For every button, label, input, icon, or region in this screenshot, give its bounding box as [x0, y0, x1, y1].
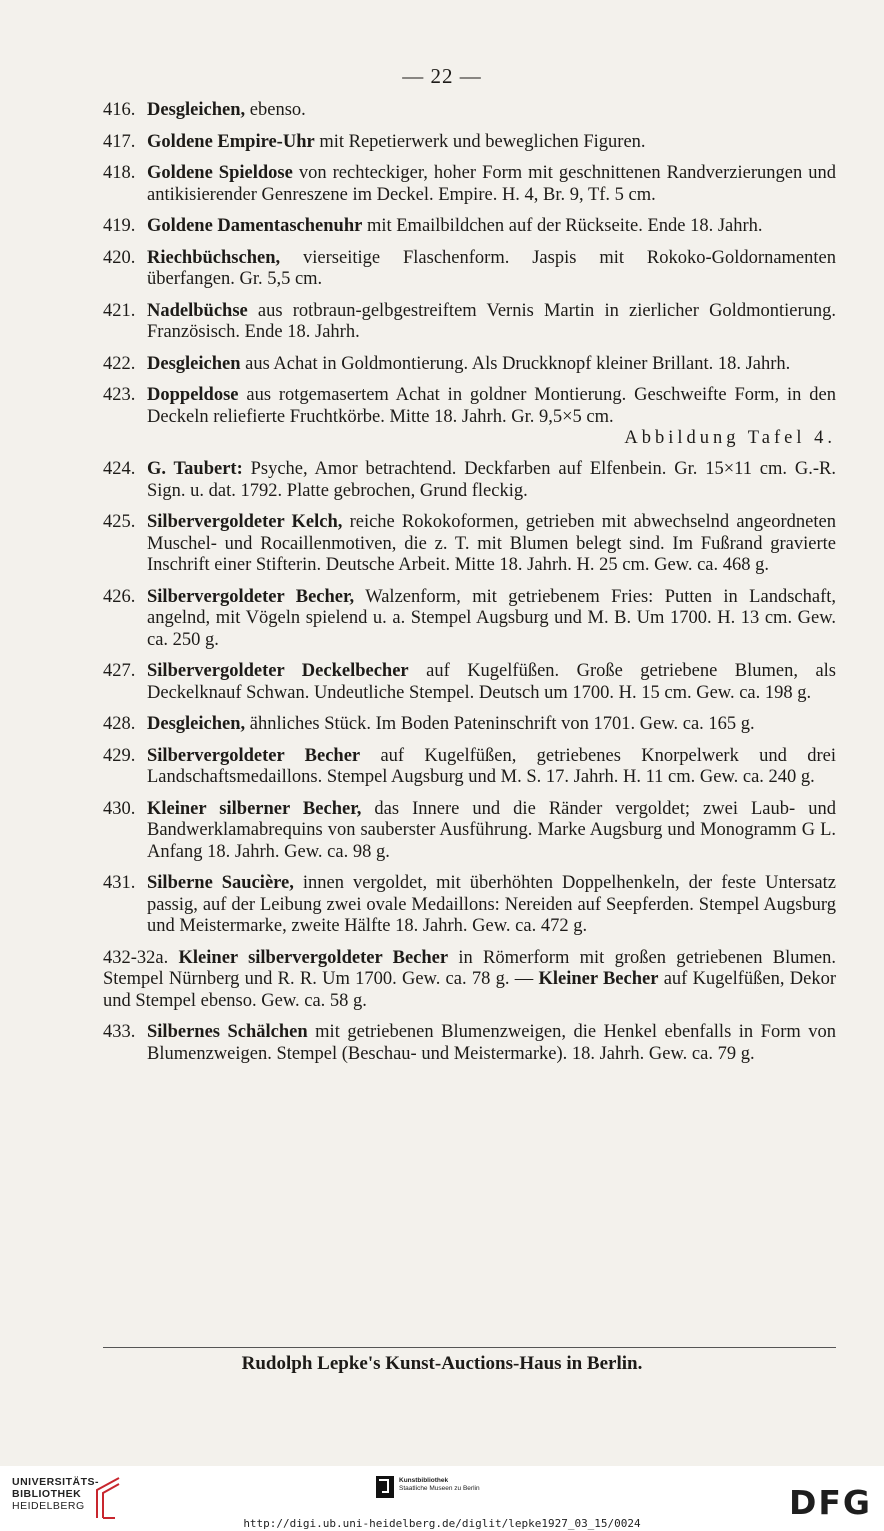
- entry-text: von rechteckiger, hoher Form mit geschnittenen Randverzierungen und antikisierender Genreszene im Deckel. Empire. H. 4, Br. 9, Tf. 5 cm.: [147, 163, 836, 205]
- entry-number: 424.: [103, 459, 136, 479]
- entry-number: 420.: [103, 247, 136, 268]
- entry-number: 432-32a.: [103, 947, 169, 968]
- entry-text: mit getriebenen Blumenzweigen, die Henkel ebenfalls in Form von Blumenzweigen. Stempel (Beschau- und Meistermarke). 18. Jahrh. Gew. ca. 79 g.: [147, 1022, 836, 1064]
- entry-number: 418.: [103, 163, 136, 183]
- entry-number: 421.: [103, 300, 136, 321]
- entry-title: Kleiner silberner Becher,: [147, 798, 362, 819]
- entry-number: 416.: [103, 100, 136, 120]
- entry-title: Silbervergoldeter Kelch,: [147, 512, 343, 532]
- entry-426: [103, 587, 836, 652]
- entry-424: [103, 459, 836, 502]
- entry-number: 417.: [103, 131, 136, 152]
- entry-text: aus rotbraun-gelbgestreiftem Vernis Martin in zierlicher Goldmontierung. Französisch. Ende 18. Jahrh.: [147, 300, 836, 342]
- kunstbibliothek-logo[interactable]: [376, 1476, 480, 1498]
- entry-title: Doppeldose: [147, 385, 239, 405]
- entry-416: [103, 100, 836, 122]
- entry-title: Desgleichen,: [147, 100, 246, 120]
- entry-text: aus Achat in Goldmontierung. Als Druckknopf kleiner Brillant. 18. Jahrh.: [240, 353, 791, 374]
- footer-rule: [103, 1347, 836, 1348]
- kb-subtitle: Staatliche Museen zu Berlin: [399, 1485, 480, 1492]
- entry-text: ähnliches Stück. Im Boden Pateninschrift von 1701. Gew. ca. 165 g.: [245, 714, 755, 734]
- entry-title: Goldene Damentaschenuhr: [147, 216, 363, 236]
- permalink-url[interactable]: http://digi.ub.uni-heidelberg.de/diglit/lepke1927_03_15/0024: [243, 1517, 641, 1530]
- entry-title: Kleiner silbervergoldeter Becher: [178, 947, 449, 968]
- entry-title: Nadelbüchse: [147, 300, 248, 321]
- entry-text: vierseitige Flaschenform. Jaspis mit Rokoko-Goldornamenten überfangen. Gr. 5,5 cm.: [147, 247, 836, 289]
- entry-number: 419.: [103, 216, 136, 236]
- entry-title: Silbernes Schälchen: [147, 1022, 308, 1042]
- plate-caption: Abbildung Tafel 4.: [624, 428, 836, 448]
- entry-419: [103, 216, 836, 238]
- kb-title: Kunstbibliothek: [399, 1477, 449, 1484]
- entry-432: [103, 948, 836, 1013]
- entry-title: Desgleichen: [147, 353, 241, 374]
- entry-430: [103, 799, 836, 864]
- kunstbibliothek-icon: [376, 1476, 394, 1498]
- entry-text-secondary: auf Kugelfüßen, Dekor und Stempel ebenso. Gew. ca. 58 g.: [103, 969, 837, 1011]
- entry-title: Goldene Spieldose: [147, 163, 293, 183]
- entry-text: Walzenform, mit getriebenem Fries: Putten in Landschaft, angelnd, mit Vögeln spielend u. a. Stempel Augsburg und M. B. Um 1700. H. 13 cm. Gew. ca. 250 g.: [147, 586, 836, 650]
- entry-text: auf Kugelfüßen, getriebenes Knorpelwerk und drei Landschaftsmedaillons. Stempel Augsburg und M. S. 17. Jahrh. H. 11 cm. Gew. ca. 240 g.: [147, 745, 836, 787]
- entry-428: [103, 714, 836, 736]
- uni-line-1: UNIVERSITÄTS-: [12, 1476, 100, 1488]
- entry-420: [103, 248, 836, 291]
- university-library-logo[interactable]: [12, 1476, 99, 1512]
- publisher-line: Rudolph Lepke's Kunst-Auctions-Haus in Berlin.: [241, 1353, 643, 1374]
- entry-text: ebenso.: [245, 100, 306, 120]
- entry-title: Silbervergoldeter Becher: [147, 745, 361, 766]
- entry-417: [103, 132, 836, 154]
- entry-text: innen vergoldet, mit überhöhten Doppelhenkeln, der feste Untersatz passig, auf der Leibung zwei ovale Medaillons: Nereiden auf Seepferden. Stempel Augsburg und Meistermarke, zweite Hälfte 18. Jahrh. Gew. ca. 472 g.: [147, 873, 836, 936]
- entry-number: 431.: [103, 873, 136, 893]
- dfg-logo[interactable]: DFG: [788, 1483, 872, 1522]
- entry-text: reiche Rokokoformen, getrieben mit abwechselnd angeordneten Muschel- und Rocaillenmotiven, die z. T. mit Blumen belegt sind. Im Fußrand gravierte Inschrift einer Stifterin. Deutsche Arbeit. Mitte 18. Jahrh. H. 25 cm. Gew. ca. 468 g.: [147, 512, 836, 575]
- uni-line-3: HEIDELBERG: [12, 1500, 85, 1512]
- entry-title: G. Taubert:: [147, 459, 243, 479]
- entry-text: auf Kugelfüßen. Große getriebene Blumen, als Deckelknauf Schwan. Undeutliche Stempel. Deutsch um 1700. H. 15 cm. Gew. ca. 198 g.: [147, 661, 837, 703]
- entry-number: 426.: [103, 586, 136, 607]
- entry-number: 430.: [103, 798, 136, 819]
- entry-number: 429.: [103, 745, 136, 766]
- entry-title: Silberne Saucière,: [147, 873, 294, 893]
- entry-title: Goldene Empire-Uhr: [147, 131, 315, 152]
- entry-number: 423.: [103, 385, 136, 405]
- entry-422: [103, 354, 836, 376]
- digitization-bar: [0, 1466, 884, 1531]
- entry-number: 425.: [103, 512, 136, 532]
- entry-429: [103, 746, 836, 789]
- entry-number: 422.: [103, 353, 136, 374]
- university-mark-icon: [89, 1474, 125, 1520]
- entry-text: das Innere und die Ränder vergoldet; zwei Laub- und Bandwerklamabrequins von sauberster Ausführung. Marke Augsburg und Monogramm G L. Anfang 18. Jahrh. Gew. ca. 98 g.: [147, 798, 836, 862]
- entry-text: mit Repetierwerk und beweglichen Figuren.: [314, 131, 646, 152]
- entry-title-secondary: Kleiner Becher: [538, 969, 659, 989]
- entry-title: Desgleichen,: [147, 714, 246, 734]
- entry-text: Psyche, Amor betrachtend. Deckfarben auf Elfenbein. Gr. 15×11 cm. G.-R. Sign. u. dat. 1792. Platte gebrochen, Grund fleckig.: [147, 459, 836, 501]
- entry-418: [103, 163, 836, 206]
- entry-number: 433.: [103, 1022, 136, 1042]
- uni-line-2: BIBLIOTHEK: [12, 1488, 82, 1500]
- entry-title: Riechbüchschen,: [147, 247, 281, 268]
- entry-number: 427.: [103, 661, 136, 681]
- entry-text: in Römerform mit großen getriebenen Blumen. Stempel Nürnberg und R. R. Um 1700. Gew. ca. 78 g. —: [103, 947, 836, 989]
- entry-text: aus rotgemasertem Achat in goldner Montierung. Geschweifte Form, in den Deckeln reliefierte Fruchtkörbe. Mitte 18. Jahrh. Gr. 9,5×5 cm.: [147, 385, 836, 427]
- entry-427: [103, 661, 836, 704]
- entry-431: [103, 873, 836, 938]
- catalog-entries: [103, 100, 836, 1075]
- entry-text: mit Emailbildchen auf der Rückseite. Ende 18. Jahrh.: [362, 216, 763, 236]
- entry-title: Silbervergoldeter Deckelbecher: [147, 661, 409, 681]
- entry-425: [103, 512, 836, 577]
- entry-title: Silbervergoldeter Becher,: [147, 586, 355, 607]
- page-number: — 22 —: [402, 64, 482, 88]
- entry-number: 428.: [103, 714, 136, 734]
- entry-433: [103, 1022, 836, 1065]
- entry-423: [103, 385, 836, 428]
- entry-421: [103, 301, 836, 344]
